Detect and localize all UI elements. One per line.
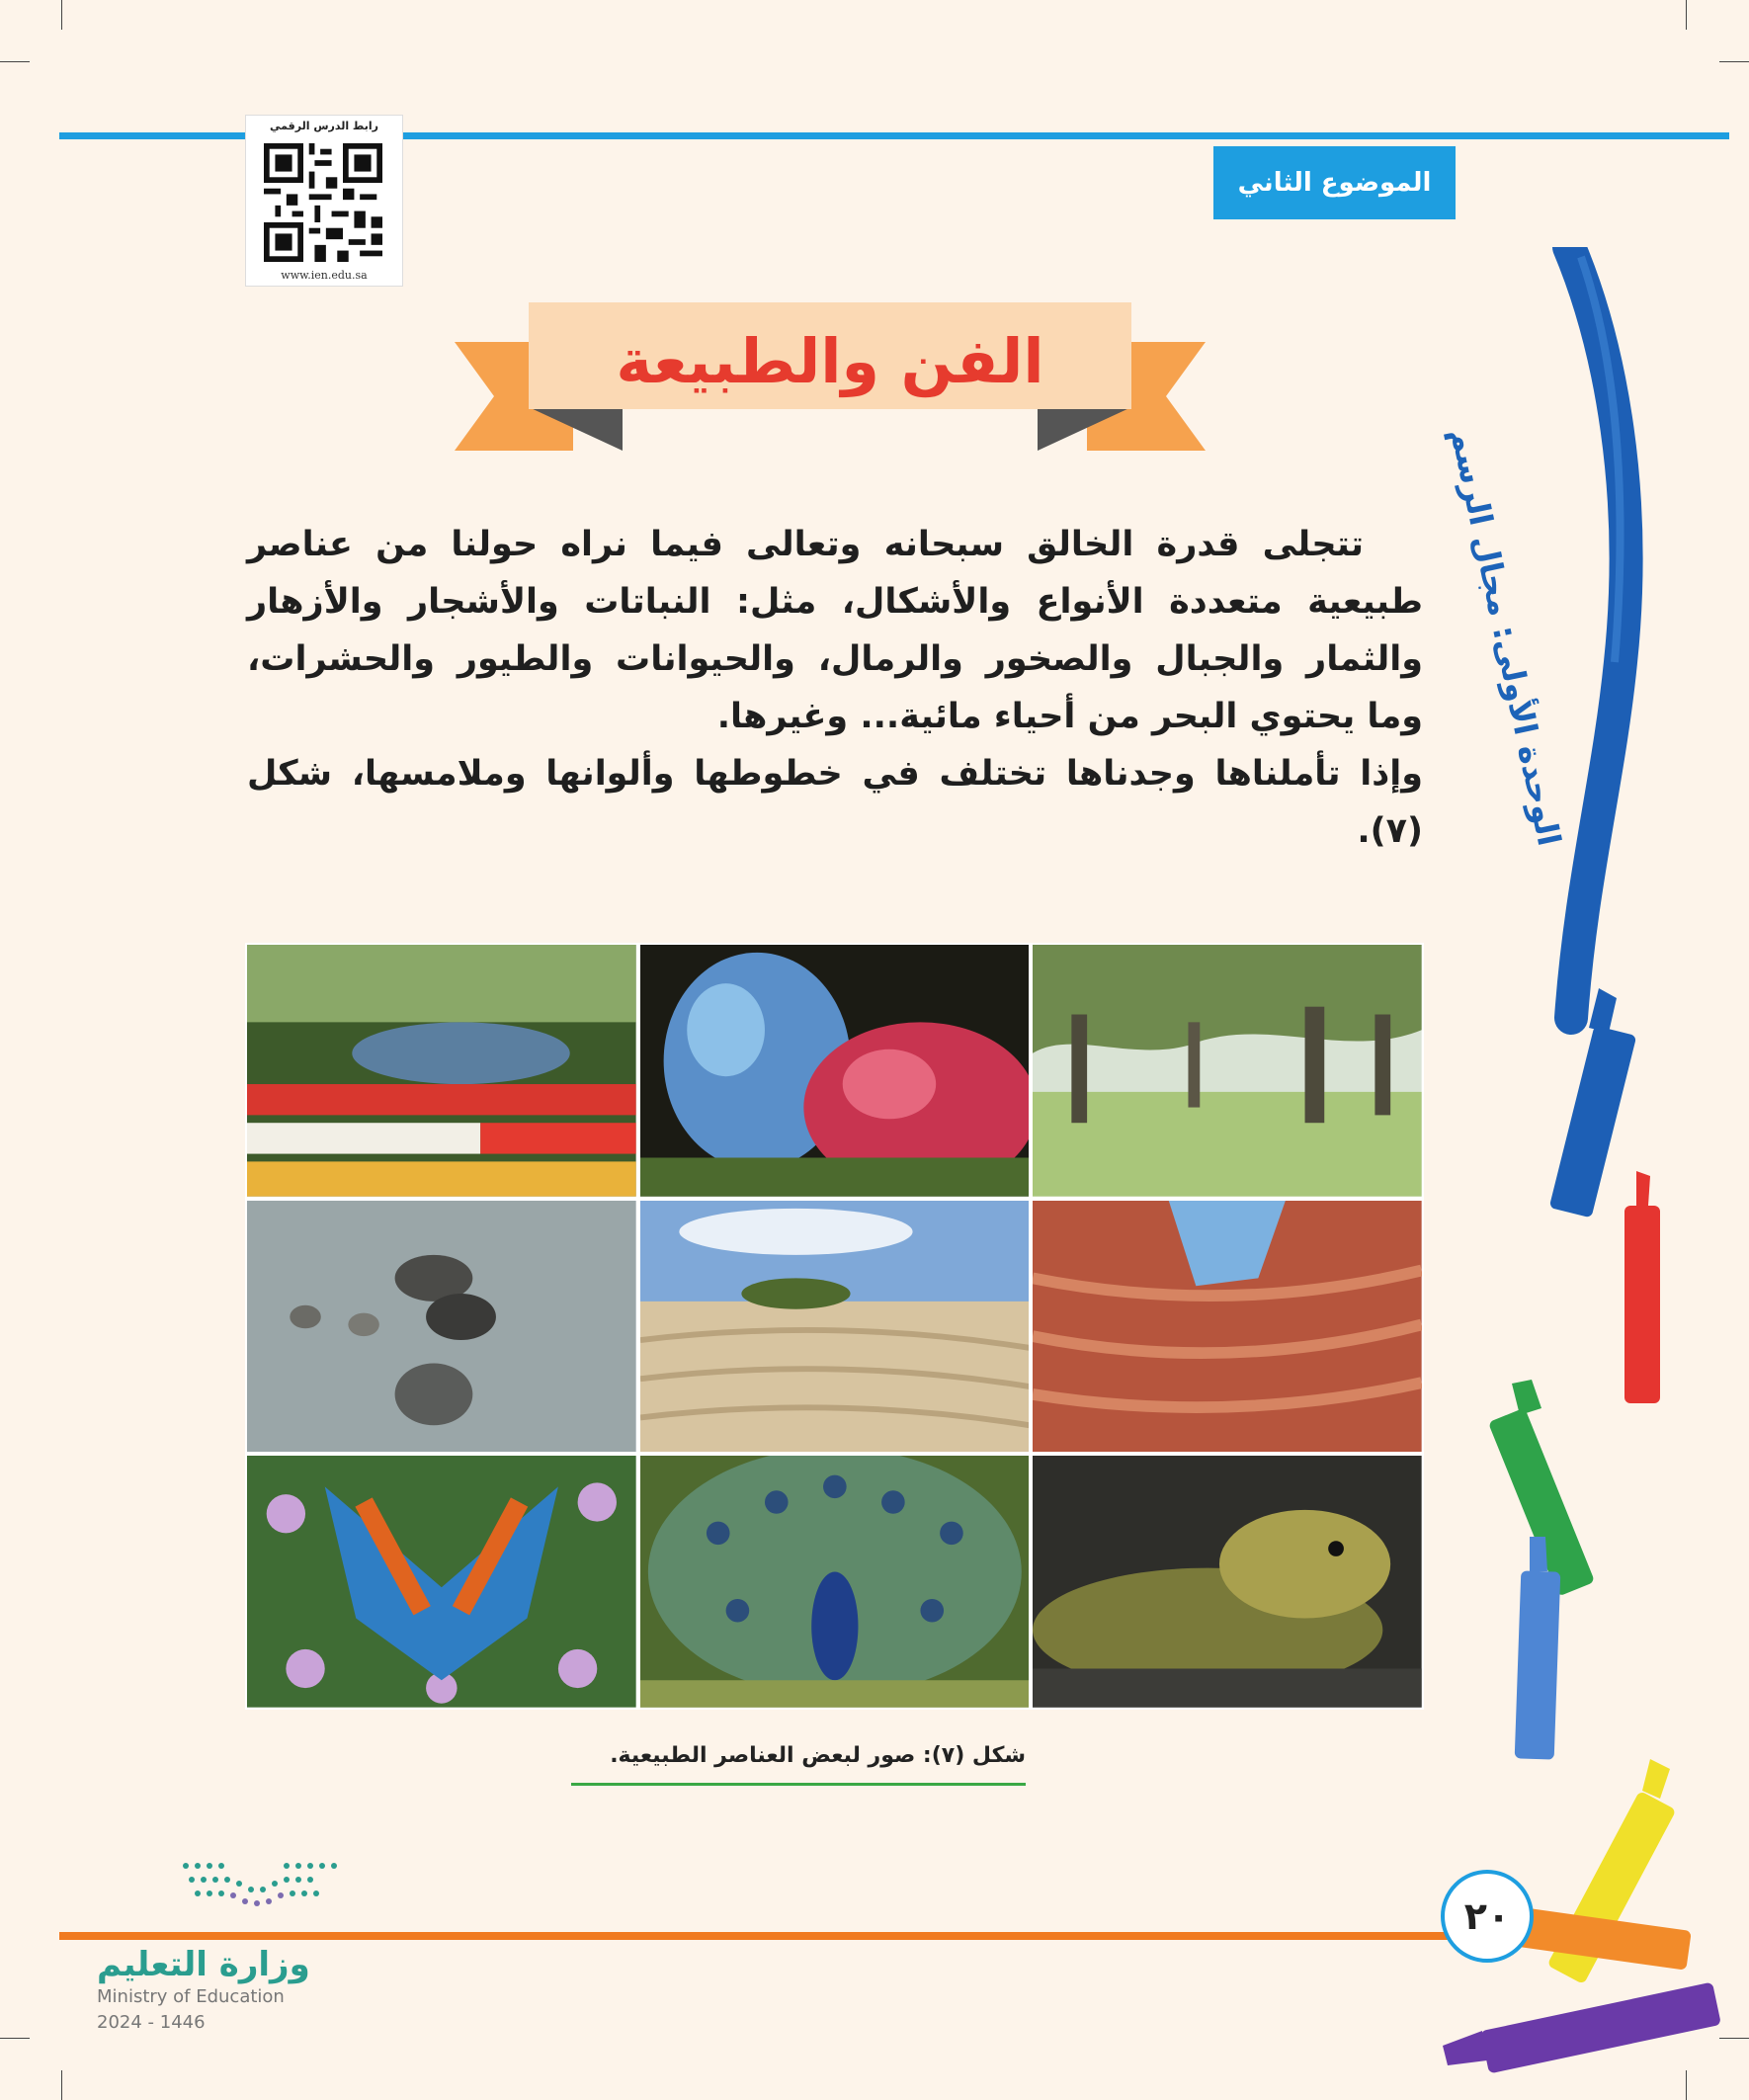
figure-caption: شكل (٧): صور لبعض العناصر الطبيعية. <box>610 1743 1026 1768</box>
side-brush-ribbon <box>1512 247 1650 1038</box>
page-number: ٢٠ <box>1441 1870 1534 1963</box>
qr-code-icon[interactable] <box>264 143 382 262</box>
trim-mark <box>1686 0 1687 30</box>
trim-mark <box>0 2038 30 2039</box>
photo-tulip-garden <box>247 945 636 1197</box>
photo-iguana <box>1033 1456 1422 1708</box>
page-title: الفن والطبيعة <box>616 324 1044 397</box>
photo-blue-red-shrubs <box>640 945 1030 1197</box>
ministry-logo-icon <box>178 1856 356 1915</box>
photo-red-rock-canyon <box>1033 1201 1422 1453</box>
photo-blue-butterfly <box>247 1456 636 1708</box>
blue-crayon-icon <box>1549 988 1637 1218</box>
caption-underline <box>571 1783 1026 1786</box>
footer-rule <box>59 1932 1482 1940</box>
photo-pebbles-on-sand <box>247 1201 636 1453</box>
qr-url[interactable]: www.ien.edu.sa <box>281 269 368 282</box>
trim-mark <box>61 2070 62 2100</box>
ministry-name-ar: وزارة التعليم <box>97 1945 310 1984</box>
trim-mark <box>61 0 62 30</box>
purple-crayon-icon <box>1443 1982 1721 2074</box>
photo-peacock <box>640 1456 1030 1708</box>
unit-title: الوحدة الأولى: مجال الرسم <box>1443 424 1569 850</box>
nature-photo-grid <box>245 943 1424 1710</box>
edition-year: 2024 - 1446 <box>97 2012 206 2033</box>
qr-label: رابط الدرس الرقمي <box>270 120 378 132</box>
photo-trees-avenue <box>1033 945 1422 1197</box>
paragraph: وإذا تأملناها وجدناها تختلف في خطوطها وألوانها وملامسها، شكل (٧). <box>247 754 1423 851</box>
trim-mark <box>0 61 30 62</box>
topic-tab: الموضوع الثاني <box>1213 146 1456 219</box>
trim-mark <box>1719 61 1749 62</box>
red-crayon-icon <box>1624 1171 1660 1403</box>
qr-code-box[interactable] <box>245 115 403 287</box>
photo-sand-dunes <box>640 1201 1030 1453</box>
paragraph: تتجلى قدرة الخالق سبحانه وتعالى فيما نراه حولنا من عناصر طبيعية متعددة الأنواع والأشكال، مثل: النباتات والأشجار والأزهار والثمار والجبال والصخور والرمال، والحيوانات والطيور والحشرات، وما يحتوي البحر من أحياء مائية... وغيرها. <box>247 525 1423 736</box>
ministry-name-en: Ministry of Education <box>97 1986 285 2007</box>
lesson-body <box>247 516 1423 860</box>
